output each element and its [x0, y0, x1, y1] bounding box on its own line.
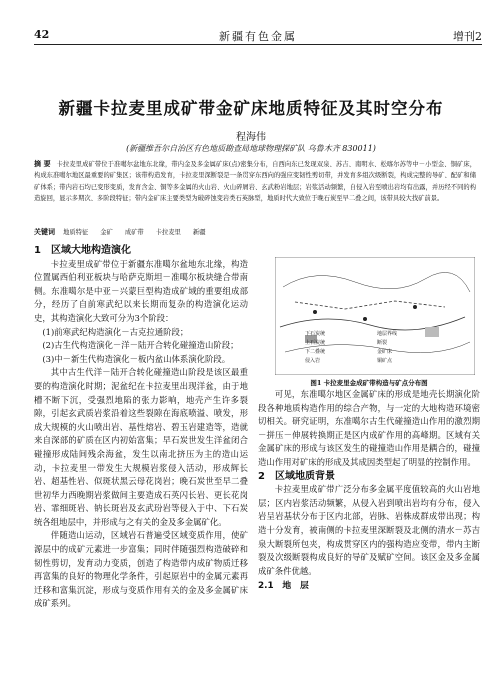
- abstract-label: 摘 要: [34, 159, 51, 168]
- legend-item: 铜矿点: [377, 358, 393, 364]
- legend-item: 地层界线: [377, 331, 398, 337]
- legend-item: 下二叠统: [305, 349, 326, 355]
- paragraph: 伴随造山运动，区域岩石普遍受区域变质作用，使矿源层中的成矿元素进一步富集；同时伴随强烈构造破碎和韧性剪切，发育动力变质，创造了构造带内成矿物质迁移再富集的良好的物理化学条件，引起原岩中的金属元素再迁移和富集沉淀，形成与变质作用有关的金及多金属矿床成矿系列。: [34, 530, 248, 609]
- header-rule: [34, 44, 482, 45]
- legend-item: 金矿床: [377, 349, 393, 355]
- right-column: [258, 388, 480, 594]
- left-column: [34, 244, 248, 611]
- section-heading: 2 区域地质背景: [258, 470, 335, 482]
- paragraph: 可见，东准噶尔地区金属矿床的形成是地壳长期演化阶段各种地质构造作用的综合产物，与一定的大地构造环境密切相关。研究证明，东准噶尔古生代碰撞造山作用的激烈期－拼压－伸展转换期正是区内成矿作用的高峰期。区域有关金属矿床的形成与该区发生的碰撞造山作用是耦合的，碰撞造山作用对矿床的形成及其成因类型起了明显的控制作用。: [258, 389, 480, 467]
- paragraph: 卡拉麦里成矿带位于新疆东准噶尔盆地东北缘，构造位置属西伯利亚板块与哈萨克斯坦－准噶尔板块缝合带南侧。东准噶尔是中亚－兴蒙巨型构造成矿域的重要组成部分，经历了自前寒武纪以来长期而复杂的构造演化运动史，其构造演化大致可分为3个阶段：: [34, 258, 248, 323]
- figure-caption: 图1 卡拉麦里金成矿带构造与矿点分布图: [310, 379, 428, 387]
- issue-label: 增刊2: [453, 30, 482, 43]
- figure-legend: [305, 330, 455, 366]
- keyword: 新疆: [192, 229, 206, 236]
- keyword: 卡拉麦里: [155, 229, 181, 236]
- subsection-heading: 2.1 地 层: [258, 581, 309, 592]
- keyword: 地质特征: [63, 229, 89, 236]
- paragraph: 其中古生代洋－陆开合转化碰撞造山阶段是该区最重要的构造演化时期；泥盆纪在卡拉麦里出现洋盆，由于地槽不断下沉，受强烈地陷的张力影响，地壳产生许多裂隙，引起玄武质岩浆沿着这些裂隙在海底喷溢、喷发，形成大规模的火山喷出岩、基性熔岩、碧玉岩建造等，造就来自深部的矿质在区内初始富集；早石炭世发生洋盆闭合碰撞形成陆间残余海盆，发生以南北挤压为主的造山运动，卡拉麦里一带发生大规模岩浆侵入活动，形成辉长岩、超基性岩、似斑状黑云母花岗岩；晚石炭世至早二叠世初华力西晚期岩浆做间主要造成石英闪长岩、更长花岗岩、霏细斑岩、钠长斑岩及玄武玢岩等侵入于中、下石炭统各组地层中，并形成与之有关的金及多金属矿化。: [34, 367, 248, 527]
- running-header: [34, 28, 482, 42]
- section-heading: 1 区域大地构造演化: [34, 245, 131, 256]
- journal-name: 新疆有色金属: [219, 30, 297, 43]
- legend-item: 下石炭统: [305, 331, 326, 337]
- keywords: [34, 227, 476, 237]
- legend-item: 断裂: [377, 340, 388, 346]
- list-item: (1)前寒武纪构造演化－古克拉通阶段；: [42, 326, 189, 337]
- paragraph: 卡拉麦里成矿带广泛分布多金属平度值较高的火山岩地层；区内岩浆活动频繁，从侵入岩到喷出岩均有分布，侵入岩呈岩基状分布于区内北部，岩脉、岩株成群成带出现；构造十分发育，被南侧的卡拉麦里深断裂及北侧的清水－苏吉泉大断裂所包夹，构成贯穿区内的强构造应变带，带内主断裂及次级断裂构成良好的导矿及赋矿空间。该区金及多金属成矿条件优越。: [258, 484, 480, 576]
- list-item: (3)中－新生代构造演化－板内盆山体系演化阶段。: [42, 353, 231, 364]
- author: 程海伟: [236, 132, 266, 143]
- legend-item: 侵入岩: [305, 358, 321, 364]
- page-number: 42: [34, 28, 50, 41]
- keyword: 成矿带: [124, 229, 144, 236]
- keywords-label: 关键词: [34, 227, 55, 236]
- keyword: 金矿: [100, 229, 113, 236]
- abstract: [34, 158, 476, 204]
- legend-item: 上石炭统: [305, 340, 326, 346]
- article-title: 新疆卡拉麦里成矿带金矿床地质特征及其时空分布: [58, 99, 444, 118]
- affiliation: (新疆维吾尔自治区有色地质勘查局地球物理探矿队 乌鲁木齐 830011): [126, 144, 376, 153]
- list-item: (2)古生代构造演化－洋－陆开合转化碰撞造山阶段；: [42, 340, 239, 351]
- abstract-text: 卡拉麦里成矿带位于准噶尔盆地东北缘，带内金及多金属矿床(点)密集分布，自西向东已发现双泉、苏吉、南明水、松喀尔苏等中－小型金、铜矿床，构成东准噶尔地区最重要的矿集区；该带构造发育，卡拉麦里深断裂是一条贯穿东西向的强应变韧性剪切带，并发育多组次级断裂，构成完整的导矿、配矿和储矿体系；带内岩石均已变形变质，发育含金、铜等多金属的火山岩、火山碎屑岩、玄武粉岩地层；岩浆活动频繁，自侵入岩至喷出岩均有出露，并历经不同的构造旋回，显示多期次、多阶段特征；带内金矿床主要类型为破碎蚀变岩类石英脉型，地质时代大致位于晚石炭至早二叠之间，该带具较大找矿前景。: [34, 161, 476, 202]
